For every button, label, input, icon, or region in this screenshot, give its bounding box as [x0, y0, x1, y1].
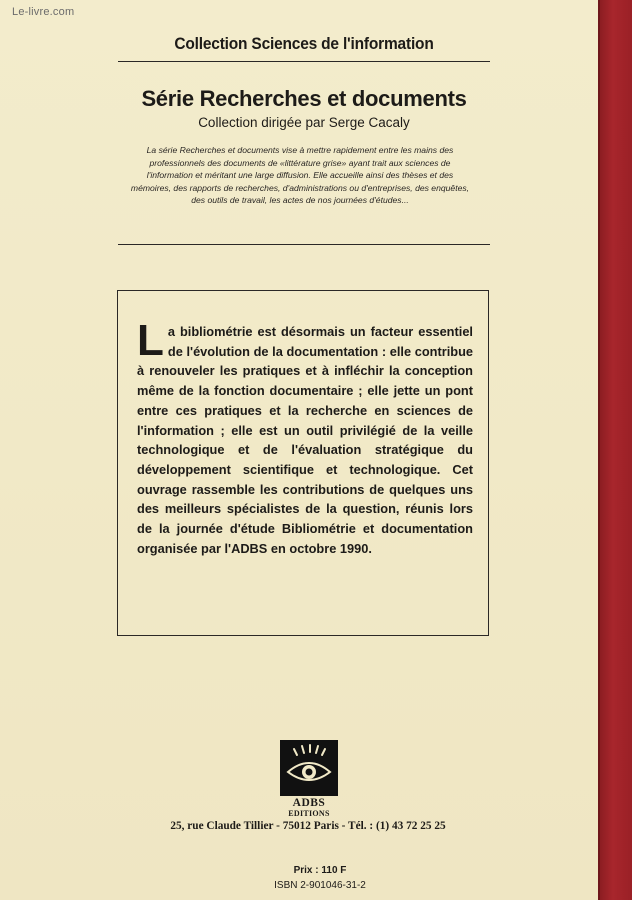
blurb-body: a bibliométrie est désormais un facteur essentiel de l'évolution de la documentation : elle contribue à renouveler les pratiques et à infléchir la conception même de la fonction documentaire ; elle jette un pont entre ces pratiques et la recherche en sciences de l'information ; elle est un outil privilégié de la veille technologique et de l'évaluation stratégique du développement scientifique et technologique. Cet ouvrage rassemble les contributions de quelques uns des meilleurs spécialistes de la question, réunis lors de la journée d'étude Bibliométrie et documentation organisée par l'ADBS en octobre 1990. — [137, 324, 473, 556]
blurb-text — [137, 316, 473, 558]
blurb-dropcap: L — [137, 316, 164, 365]
isbn: ISBN 2-901046-31-2 — [274, 880, 366, 891]
series-title: Série Recherches et documents — [141, 86, 467, 111]
publisher-address: 25, rue Claude Tillier - 75012 Paris - Tél. : (1) 43 72 25 25 — [170, 820, 446, 832]
book-spine — [600, 0, 632, 900]
divider-top — [118, 61, 490, 62]
publisher-name: ADBS — [292, 797, 326, 809]
series-intro: La série Recherches et documents vise à mettre rapidement entre les mains des professionnels des documents de «littérature grise» ayant trait aux sciences de l'information et méritant une large diffusion. Elle accueille ainsi des thèses et des mémoires, des rapports de recherches, d'administrations ou d'entreprises, des enquêtes, des outils de travail, les actes de nos journées d'études... — [130, 145, 470, 205]
divider-bottom — [118, 244, 490, 245]
collection-title: Collection Sciences de l'information — [174, 35, 434, 54]
watermark: Le-livre.com — [12, 6, 75, 18]
series-director: Collection dirigée par Serge Cacaly — [198, 115, 410, 130]
publisher-sub: EDITIONS — [288, 809, 330, 818]
price: Prix : 110 F — [293, 865, 347, 876]
adbs-eye-logo-icon — [280, 740, 338, 796]
